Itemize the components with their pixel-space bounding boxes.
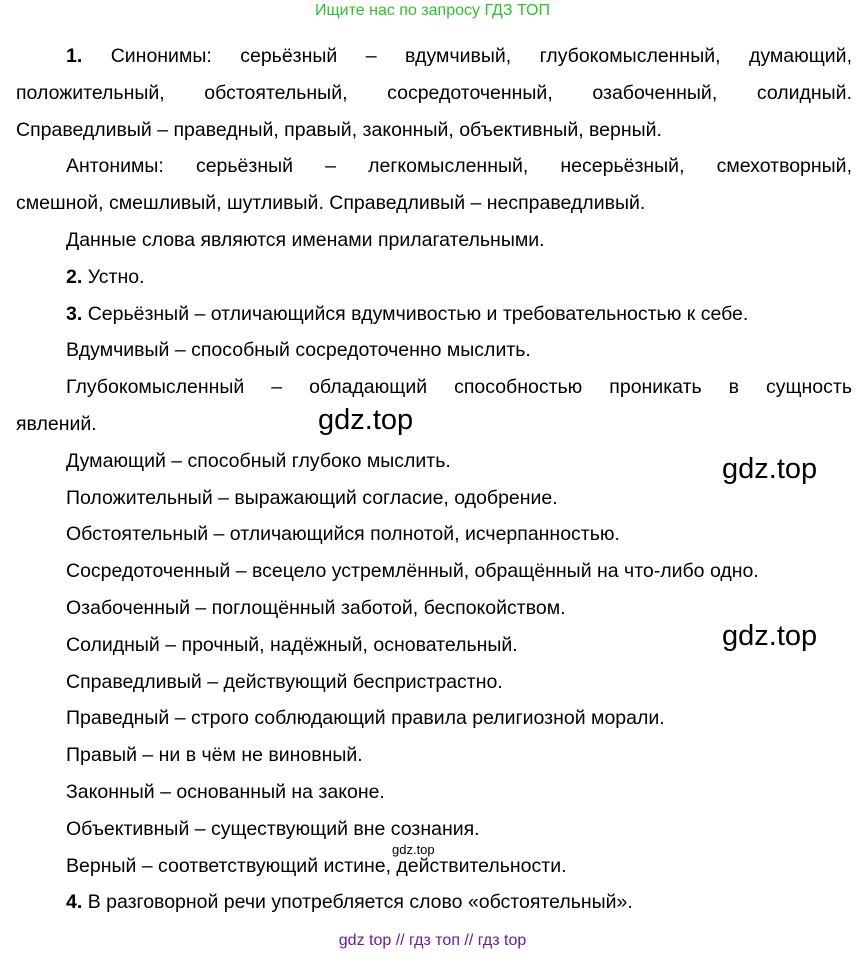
top-banner: Ищите нас по запросу ГДЗ ТОП: [315, 2, 550, 19]
definition-line: Объективный – существующий вне сознания.: [66, 817, 480, 840]
item-2: 2. Устно.: [66, 265, 145, 288]
definition-line: Глубокомысленный – обладающий способностью проникать в сущность: [66, 376, 852, 399]
definition-line: Справедливый – действующий беспристрастно.: [66, 670, 503, 693]
definition-line: Озабоченный – поглощённый заботой, беспокойством.: [66, 596, 566, 619]
synonyms-line-1: 1. Синонимы: серьёзный – вдумчивый, глубокомысленный, думающий,: [66, 45, 852, 67]
definition-line: Солидный – прочный, надёжный, основательный.: [66, 633, 518, 656]
definition-line: Законный – основанный на законе.: [66, 780, 385, 803]
definition-line: Положительный – выражающий согласие, одобрение.: [66, 486, 558, 509]
definition-line: Верный – соответствующий истине, действительности.: [66, 854, 567, 877]
footer-links: gdz top // гдз топ // гдз top: [338, 932, 527, 949]
watermark-3: gdz.top: [722, 620, 818, 652]
synonyms-line-3: Справедливый – праведный, правый, законный, объективный, верный.: [16, 118, 662, 141]
definition-line: Обстоятельный – отличающийся полнотой, исчерпанностью.: [66, 523, 620, 546]
synonyms-line-2: положительный, обстоятельный, сосредоточенный, озабоченный, солидный.: [16, 81, 852, 104]
definition-line: Вдумчивый – способный сосредоточенно мыслить.: [66, 339, 531, 362]
definition-line: явлений.: [16, 412, 97, 435]
watermark-1: gdz.top: [318, 404, 414, 436]
definition-line: Думающий – способный глубоко мыслить.: [66, 449, 451, 472]
item-number-3: 3.: [66, 302, 83, 325]
watermark-2: gdz.top: [722, 453, 818, 485]
definition-line: Сосредоточенный – всецело устремлённый, обращённый на что-либо одно.: [66, 560, 759, 583]
item-number-1: 1.: [66, 45, 83, 67]
definition-line: Праведный – строго соблюдающий правила религиозной морали.: [66, 707, 665, 730]
antonyms-line-1: Антонимы: серьёзный – легкомысленный, несерьёзный, смехотворный,: [66, 155, 852, 178]
item-number-2: 2.: [66, 265, 83, 288]
adjectives-note: Данные слова являются именами прилагательными.: [66, 228, 545, 251]
item-3-line: 3. Серьёзный – отличающийся вдумчивостью и требовательностью к себе.: [66, 302, 749, 325]
item-number-4: 4.: [66, 891, 83, 914]
watermark-4: gdz.top: [392, 842, 435, 857]
antonyms-line-2: смешной, смешливый, шутливый. Справедливый – несправедливый.: [16, 192, 646, 215]
definition-line: Правый – ни в чём не виновный.: [66, 744, 363, 767]
item-4: 4. В разговорной речи употребляется слово «обстоятельный».: [66, 891, 633, 914]
